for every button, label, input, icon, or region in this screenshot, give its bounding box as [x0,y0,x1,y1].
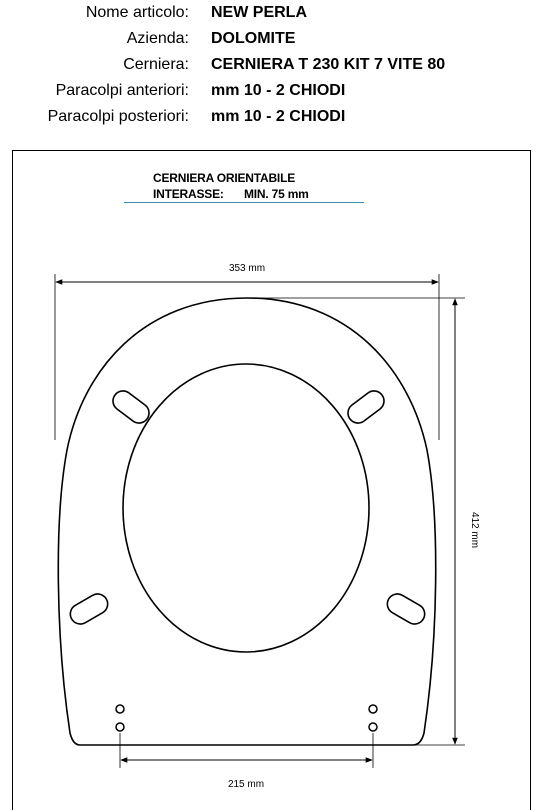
hinge-spacing-dimension [120,733,373,790]
hinge-hole [116,705,124,713]
hinge-hole [369,723,377,731]
bumper-slot [344,387,388,427]
spec-label: Nome articolo: [85,4,189,21]
seat-inner-opening [123,364,369,652]
hinge-interaxis-label: INTERASSE: [153,187,224,201]
length-dimension [247,298,480,745]
hinge-interaxis-value: MIN. 75 mm [243,187,309,201]
spec-label: Paracolpi posteriori: [47,108,189,125]
width-dimension-label: 353 mm [228,263,266,274]
spec-label: Azienda: [126,30,189,47]
hinge-hole [116,723,124,731]
width-dimension [55,263,439,440]
spec-value: DOLOMITE [211,30,296,47]
spec-value: CERNIERA T 230 KIT 7 VITE 80 [211,56,446,73]
spec-value: mm 10 - 2 CHIODI [211,108,346,125]
spec-value: mm 10 - 2 CHIODI [211,82,346,99]
spec-label: Cerniera: [123,56,189,73]
seat-outer-outline [58,298,435,745]
bumper-slot [67,590,112,627]
spec-label: Paracolpi anteriori: [55,82,189,99]
hinge-spacing-label: 215 mm [227,779,265,790]
spec-value: NEW PERLA [211,4,307,21]
bumper-slot [384,590,429,627]
bumper-slot [109,387,153,427]
length-dimension-label: 412 mm [469,511,480,549]
hinge-title: CERNIERA ORIENTABILE [153,171,296,185]
hinge-hole [369,705,377,713]
